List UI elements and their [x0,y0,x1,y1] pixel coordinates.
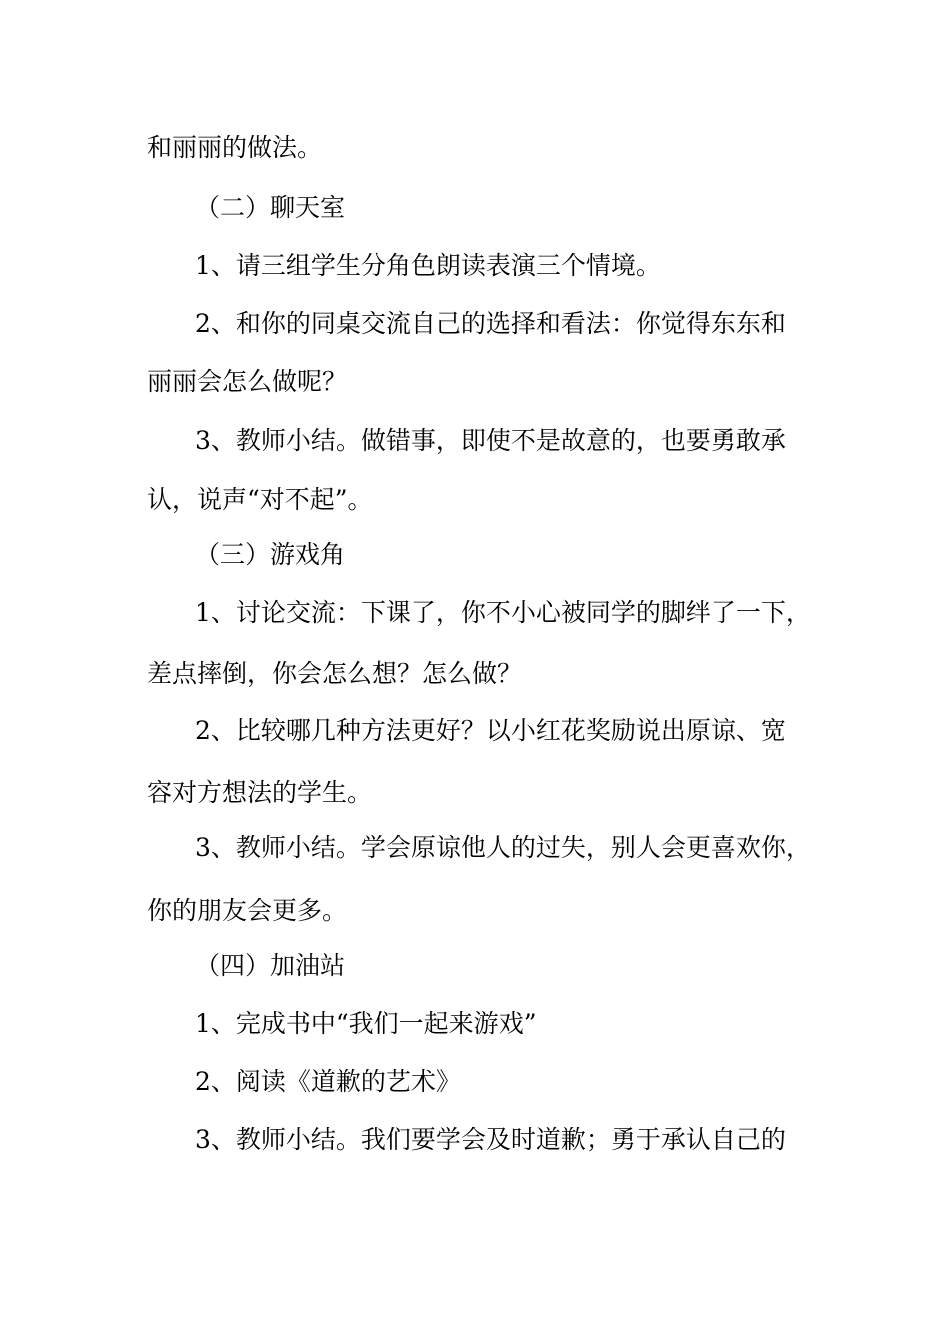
list-item: 1、请三组学生分角色朗读表演三个情境。 [195,251,661,280]
list-item: 3、教师小结。做错事，即使不是故意的，也要勇敢承 [195,426,786,455]
list-item: 2、和你的同桌交流自己的选择和看法：你觉得东东和 [195,309,786,338]
list-item-continuation: 认，说声“对不起”。 [147,485,373,514]
section-heading-chat-room: （二）聊天室 [195,193,346,222]
list-item: 2、比较哪几种方法更好？以小红花奖励说出原谅、宽 [195,716,786,745]
list-item-continuation: 丽丽会怎么做呢？ [147,367,348,396]
section-heading-game-corner: （三）游戏角 [195,540,346,569]
list-item: 1、讨论交流：下课了，你不小心被同学的脚绊了一下， [195,598,811,627]
list-item: 2、阅读《道歉的艺术》 [195,1067,461,1096]
list-item: 3、教师小结。我们要学会及时道歉；勇于承认自己的 [195,1125,786,1154]
list-item: 3、教师小结。学会原谅他人的过失，别人会更喜欢你， [195,833,811,862]
list-item: 1、完成书中“我们一起来游戏” [195,1009,537,1038]
paragraph-continuation: 和丽丽的做法。 [147,133,323,162]
list-item-continuation: 你的朋友会更多。 [147,896,348,925]
section-heading-refuel-station: （四）加油站 [195,951,346,980]
list-item-continuation: 容对方想法的学生。 [147,778,373,807]
list-item-continuation: 差点摔倒，你会怎么想？怎么做？ [147,659,523,688]
